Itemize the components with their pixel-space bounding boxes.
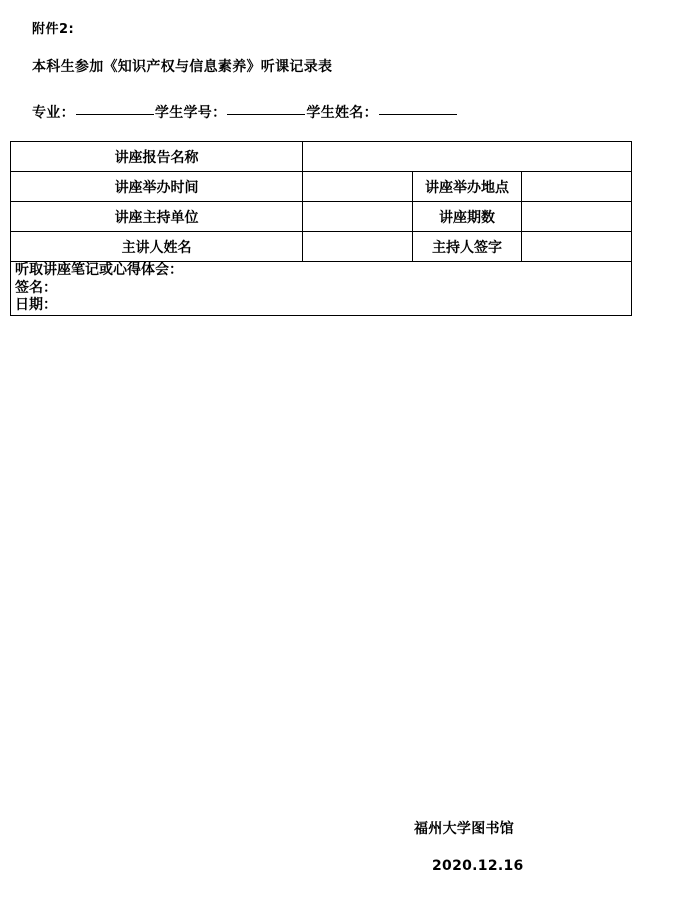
field-lecture-number[interactable] xyxy=(522,202,632,232)
field-host-unit[interactable] xyxy=(303,202,413,232)
major-blank[interactable] xyxy=(76,114,154,115)
student-name-label: 学生姓名： xyxy=(306,105,378,121)
notes-signature-label: 签名： xyxy=(15,279,57,296)
label-speaker-name: 主讲人姓名 xyxy=(11,232,303,262)
attachment-label: 附件2: xyxy=(32,22,75,37)
student-id-blank[interactable] xyxy=(227,114,305,115)
table-row xyxy=(11,232,632,262)
student-name-blank[interactable] xyxy=(379,114,457,115)
table-row xyxy=(11,142,632,172)
label-lecture-number: 讲座期数 xyxy=(412,202,522,232)
major-label: 专业： xyxy=(32,105,75,121)
label-host-signature: 主持人签字 xyxy=(412,232,522,262)
label-lecture-place: 讲座举办地点 xyxy=(412,172,522,202)
lecture-record-table xyxy=(10,141,632,316)
student-info-line xyxy=(32,102,458,122)
field-lecture-place[interactable] xyxy=(522,172,632,202)
page-title: 本科生参加《知识产权与信息素养》听课记录表 xyxy=(32,59,333,75)
field-host-signature[interactable] xyxy=(522,232,632,262)
table-row xyxy=(11,202,632,232)
field-lecture-title[interactable] xyxy=(303,142,632,172)
table-row xyxy=(11,262,632,316)
label-lecture-title: 讲座报告名称 xyxy=(11,142,303,172)
notes-area[interactable] xyxy=(11,262,632,316)
label-host-unit: 讲座主持单位 xyxy=(11,202,303,232)
notes-date-label: 日期： xyxy=(15,297,57,313)
label-lecture-time: 讲座举办时间 xyxy=(11,172,303,202)
footer-organization: 福州大学图书馆 xyxy=(414,821,515,837)
student-id-label: 学生学号： xyxy=(154,105,227,121)
notes-heading: 听取讲座笔记或心得体会： xyxy=(15,262,183,278)
footer-date: 2020.12.16 xyxy=(432,858,524,874)
table-row xyxy=(11,172,632,202)
field-speaker-name[interactable] xyxy=(303,232,413,262)
field-lecture-time[interactable] xyxy=(303,172,413,202)
